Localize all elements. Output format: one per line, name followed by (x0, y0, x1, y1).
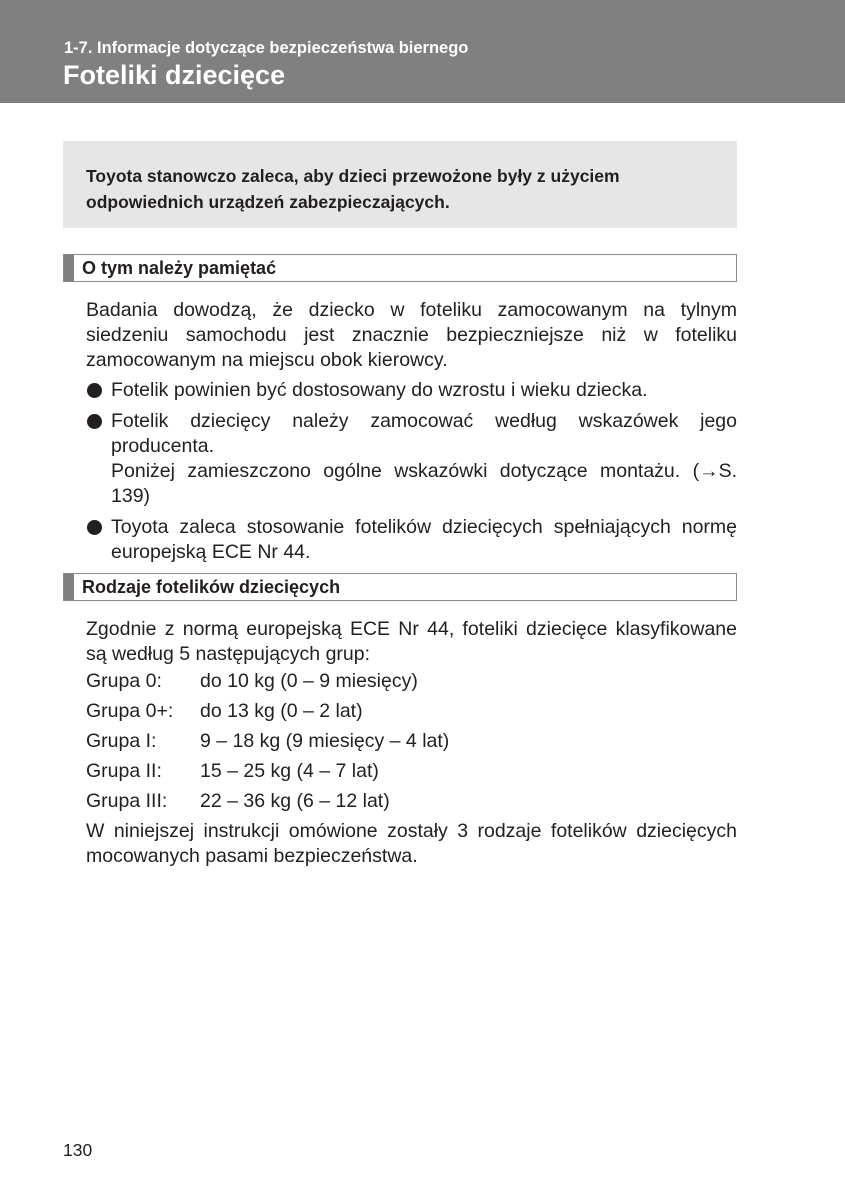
table-row (86, 759, 737, 789)
group-range: 22 – 36 kg (6 – 12 lat) (200, 790, 390, 812)
section-marker (64, 574, 74, 600)
breadcrumb: 1-7. Informacje dotyczące bezpieczeństwa biernego (64, 39, 469, 57)
table-row (86, 789, 737, 819)
table-row (86, 699, 737, 729)
table-row (86, 669, 737, 699)
weight-group-list (86, 669, 737, 819)
group-name: Grupa I: (86, 730, 157, 752)
group-range: do 10 kg (0 – 9 miesięcy) (200, 670, 418, 692)
section-heading-remember (63, 254, 737, 282)
section-heading-label: O tym należy pamiętać (82, 258, 277, 278)
group-name: Grupa 0+: (86, 700, 174, 722)
page-title: Foteliki dziecięce (63, 60, 286, 90)
section-marker (64, 255, 74, 281)
list-item-subtext: Poniżej zamieszczono ogólne wskazówki dotyczące montażu. (→S. 139) (111, 460, 737, 507)
section-heading-label: Rodzaje fotelików dziecięcych (82, 577, 341, 597)
section-heading-seat-types (63, 573, 737, 601)
list-item (86, 409, 737, 509)
list-item (86, 378, 737, 403)
notice-text: Toyota stanowczo zaleca, aby dzieci przewożone były z użyciem odpowiednich urządzeń zabezpieczających. (86, 166, 620, 212)
bullet-dot-icon (87, 520, 102, 535)
group-name: Grupa III: (86, 790, 168, 812)
section1-bullet-list (86, 378, 737, 571)
section1-intro: Badania dowodzą, że dziecko w foteliku zamocowanym na tylnym siedzeniu samochodu jest znacznie bezpieczniejsze niż w foteliku zamocowanym na miejscu obok kierowcy. (86, 299, 737, 371)
group-range: do 13 kg (0 – 2 lat) (200, 700, 363, 722)
list-item-text: Fotelik powinien być dostosowany do wzrostu i wieku dziecka. (111, 379, 648, 401)
list-item-text: Toyota zaleca stosowanie fotelików dziecięcych spełniających normę europejską ECE Nr 44. (111, 516, 737, 563)
list-item-text: Fotelik dziecięcy należy zamocować według wskazówek jego producenta. (111, 410, 737, 457)
section2-intro: Zgodnie z normą europejską ECE Nr 44, foteliki dziecięce klasyfikowane są według 5 następujących grup: (86, 618, 737, 665)
page-header (0, 0, 845, 103)
group-name: Grupa 0: (86, 670, 162, 692)
bullet-dot-icon (87, 383, 102, 398)
table-row (86, 729, 737, 759)
list-item (86, 515, 737, 565)
bullet-dot-icon (87, 414, 102, 429)
notice-box (63, 141, 737, 228)
page-number: 130 (63, 1140, 93, 1160)
group-range: 9 – 18 kg (9 miesięcy – 4 lat) (200, 730, 450, 752)
group-name: Grupa II: (86, 760, 162, 782)
section2-outro: W niniejszej instrukcji omówione zostały 3 rodzaje fotelików dziecięcych mocowanych pasami bezpieczeństwa. (86, 820, 737, 867)
group-range: 15 – 25 kg (4 – 7 lat) (200, 760, 379, 782)
